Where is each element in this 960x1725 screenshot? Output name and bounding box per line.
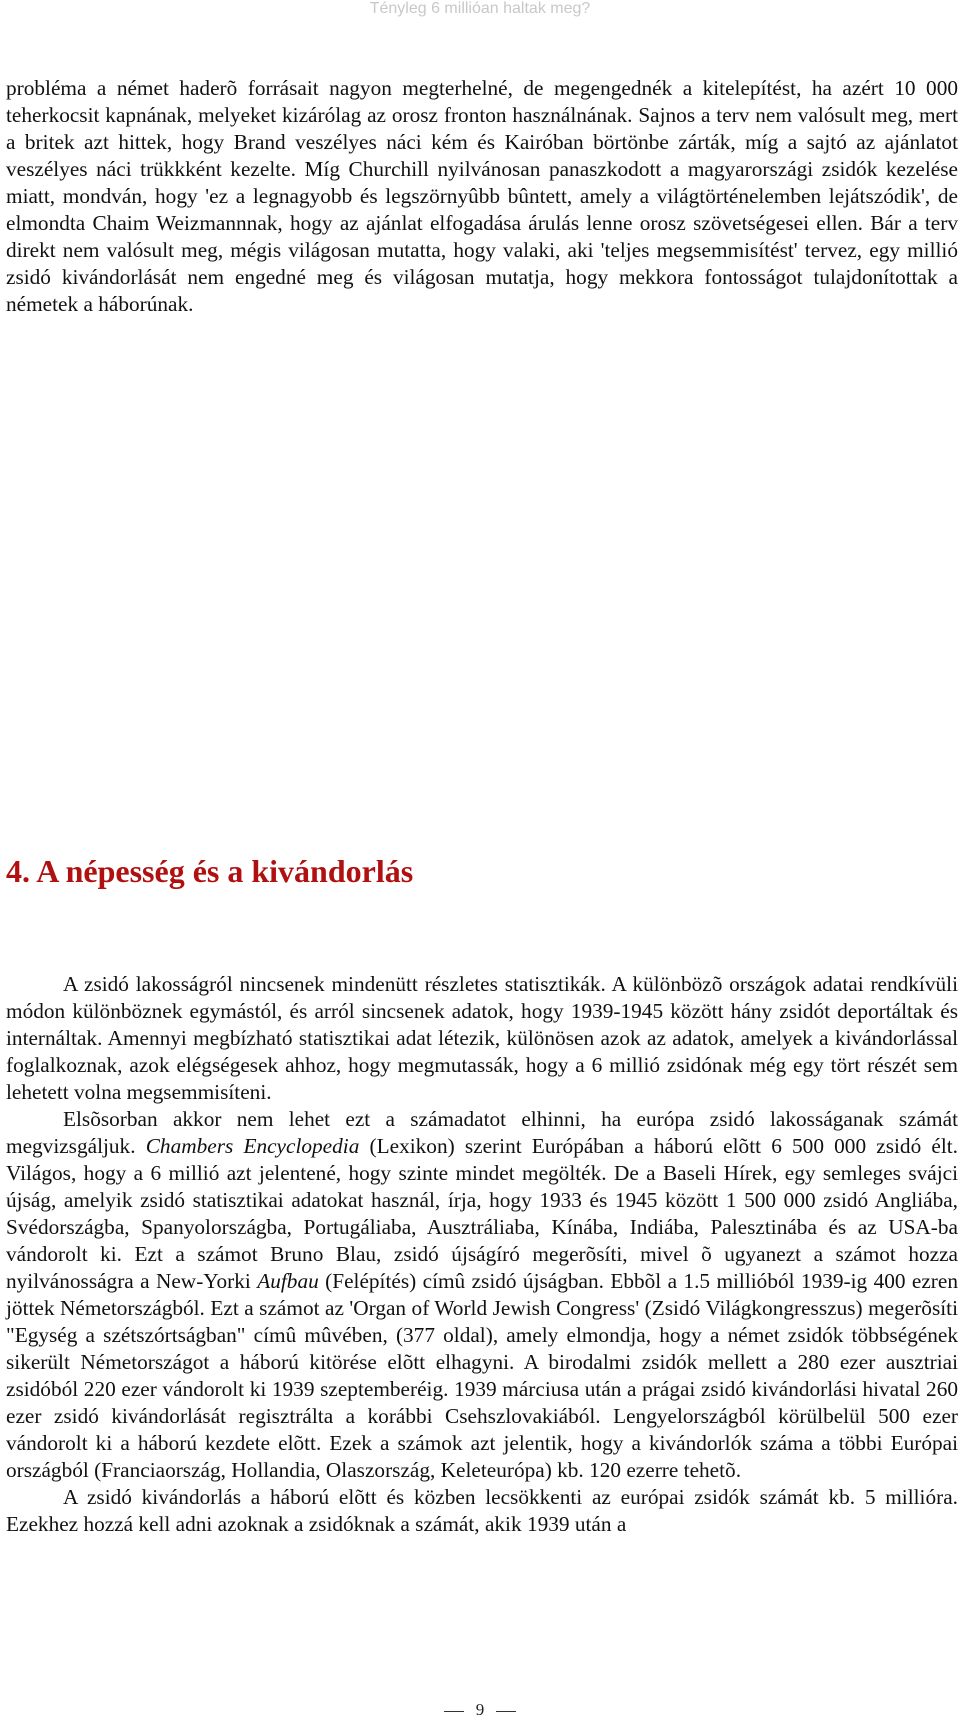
footer-dash-right <box>496 1711 516 1712</box>
paragraph <box>6 1106 958 1484</box>
running-header: Tényleg 6 millióan haltak meg? <box>369 0 591 17</box>
page-number: 9 <box>475 1700 485 1719</box>
text-run: (Lexikon) szerint Európában a háború elõtt 6 500 000 zsidó élt. Világos, hogy a 6 millió azt jelentené, hogy szinte mindet megölték. De a Baseli Hírek, egy semleges svájci újság, amelyik zsidó statisztikai adatokat használ, írja, hogy 1933 és 1945 között 1 500 000 zsidó Angliába, Svédországba, Spanyolországba, Portugáliaba, Ausztráliaba, Kínába, Indiába, Palesztinába és az USA-ba vándorolt ki. Ezt a számot Bruno Blau, zsidó újságíró megerõsíti, mivel õ ugyanezt a számot hozza nyilvánosságra a New-Yorki <box>6 1134 959 1293</box>
section-1-text <box>6 75 958 318</box>
section-2-text <box>6 971 958 1538</box>
paragraph: A zsidó kivándorlás a háború elõtt és közben lecsökkenti az európai zsidók számát kb. 5 millióra. Ezekhez hozzá kell adni azoknak a zsidóknak a számát, akik 1939 után a <box>6 1485 958 1536</box>
italic-title: Chambers Encyclopedia <box>145 1134 360 1158</box>
paragraph: A zsidó lakosságról nincsenek mindenütt részletes statisztikák. A különbözõ országok adatai rendkívüli módon különböznek egymástól, és arról sincsenek adatok, hogy 1939-1945 között hány zsidót deportáltak és internáltak. Amennyi megbízható statisztikai adat létezik, különösen azok az adatok, amelyek a kivándorlással foglalkoznak, azok elégségesek ahhoz, hogy megmutassák, hogy a 6 millió zsidónak még egy tört részét sem lehetett volna megsemmisíteni. <box>6 972 958 1104</box>
text-run: (Felépítés) címû zsidó újságban. Ebbõl a 1.5 millióból 1939-ig 400 ezren jöttek Németországból. Ezt a számot az 'Organ of World Jewish Congress' (Zsidó Világkongresszus) megerõsíti "Egység a szétszórtságban" címû mûvében, (377 oldal), amely elmondja, hogy a német zsidók többségének sikerült Németországot a háború kitörése elõtt elhagyni. A birodalmi zsidók mellett a 280 ezer ausztriai zsidóból 220 ezer vándorolt ki 1939 szeptemberéig. 1939 márciusa után a prágai zsidó kivándorlási hivatal 260 ezer zsidó kivándorlását regisztrálta a korábbi Csehszlovakiából. Lengyelországból körülbelül 500 ezer vándorolt ki a háború kezdete elõtt. Ezek a számok azt jelentik, hogy a kivándorlók száma a többi Európai országból (Franciaország, Hollandia, Olaszország, Keleteurópa) kb. 120 ezerre tehetõ. <box>6 1269 958 1482</box>
italic-title: Aufbau <box>257 1269 319 1293</box>
section-heading: 4. A népesség és a kivándorlás <box>6 853 414 889</box>
paragraph: probléma a német haderõ forrásait nagyon megterhelné, de megengednék a kitelepítést, ha azért 10 000 teherkocsit kapnának, melyeket kizárólag az orosz fronton használnának. Sajnos a terv nem valósult meg, mert a britek azt hittek, hogy Brand veszélyes náci kém és Kairóban börtönbe zárták, míg a sajtó az ajánlatot veszélyes náci trükkként kezelte. Míg Churchill nyilvánosan panaszkodott a magyarországi zsidók kezelése miatt, mondván, hogy 'ez a legnagyobb és legszörnyûbb bûntett, amely a világtörténelemben lejátszódik', de elmondta Chaim Weizmannnak, hogy az ajánlat elfogadása árulás lenne orosz szövetségesei ellen. Bár a terv direkt nem valósult meg, mégis világosan mutatta, hogy valaki, aki 'teljes megsemmisítést' tervez, egy millió zsidó kivándorlását nem engedné meg és világosan mutatja, hogy mekkora fontosságot tulajdonítottak a németek a háborúnak. <box>6 76 958 316</box>
footer-dash-left <box>444 1711 464 1712</box>
text-run: Elsõsorban akkor nem lehet ezt a számadatot elhinni, ha európa zsidó lakosságanak számát megvizsgáljuk. <box>6 1107 958 1158</box>
page-footer <box>0 1700 960 1720</box>
